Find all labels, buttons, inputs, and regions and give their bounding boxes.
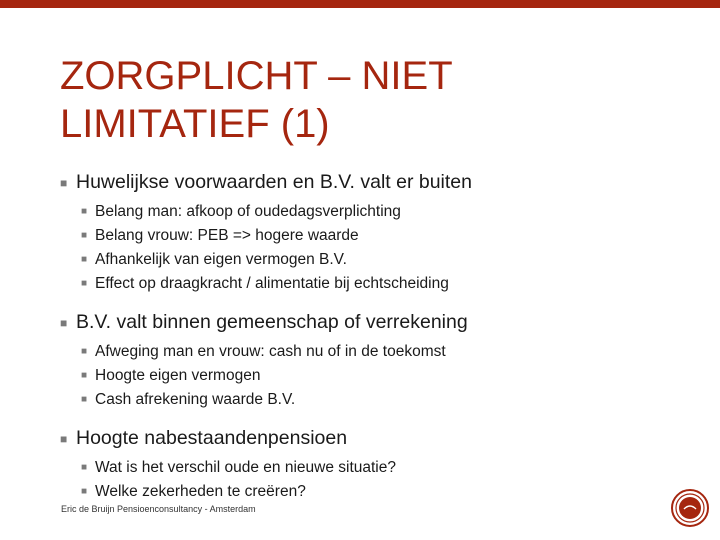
square-bullet-icon: ■ xyxy=(60,316,68,330)
title-line-1: ZORGPLICHT – NIET xyxy=(60,54,453,98)
square-bullet-icon: ■ xyxy=(60,432,68,446)
sub-bullet-text: Effect op draagkracht / alimentatie bij echtscheiding xyxy=(95,275,449,292)
sub-bullet-text: Afweging man en vrouw: cash nu of in de toekomst xyxy=(95,343,446,360)
bullet-item xyxy=(60,426,680,450)
bullet-text: Huwelijkse voorwaarden en B.V. valt er buiten xyxy=(76,171,472,193)
square-bullet-icon: ■ xyxy=(81,346,88,357)
sub-bullet-text: Wat is het verschil oude en nieuwe situatie? xyxy=(95,459,396,476)
square-bullet-icon: ■ xyxy=(81,254,88,265)
sub-bullet-item xyxy=(81,200,680,224)
sub-bullet-text: Cash afrekening waarde B.V. xyxy=(95,391,296,408)
slide-title xyxy=(60,52,660,148)
top-accent-bar xyxy=(0,0,720,8)
sub-bullet-item xyxy=(81,272,680,296)
sub-bullet-item xyxy=(81,364,680,388)
square-bullet-icon: ■ xyxy=(81,206,88,217)
slide-content xyxy=(60,170,680,518)
sub-bullet-list xyxy=(81,200,680,296)
sub-bullet-item xyxy=(81,224,680,248)
square-bullet-icon: ■ xyxy=(81,370,88,381)
sub-bullet-text: Welke zekerheden te creëren? xyxy=(95,483,306,500)
sub-bullet-text: Belang man: afkoop of oudedagsverplichting xyxy=(95,203,401,220)
circular-emblem-icon xyxy=(670,488,710,528)
sub-bullet-text: Hoogte eigen vermogen xyxy=(95,367,261,384)
square-bullet-icon: ■ xyxy=(81,278,88,289)
bullet-text: B.V. valt binnen gemeenschap of verrekening xyxy=(76,311,468,333)
square-bullet-icon: ■ xyxy=(81,462,88,473)
bullet-group-2 xyxy=(60,310,680,412)
sub-bullet-text: Belang vrouw: PEB => hogere waarde xyxy=(95,227,359,244)
bullet-item xyxy=(60,170,680,194)
bullet-text: Hoogte nabestaandenpensioen xyxy=(76,427,348,449)
sub-bullet-item xyxy=(81,480,680,504)
sub-bullet-item xyxy=(81,248,680,272)
bullet-item xyxy=(60,310,680,334)
square-bullet-icon: ■ xyxy=(81,230,88,241)
square-bullet-icon: ■ xyxy=(81,486,88,497)
square-bullet-icon: ■ xyxy=(60,176,68,190)
sub-bullet-item xyxy=(81,456,680,480)
slide-footer: Eric de Bruijn Pensioenconsultancy - Amsterdam xyxy=(61,504,256,514)
sub-bullet-list xyxy=(81,340,680,412)
sub-bullet-list xyxy=(81,456,680,504)
title-line-2: LIMITATIEF (1) xyxy=(60,102,330,146)
sub-bullet-text: Afhankelijk van eigen vermogen B.V. xyxy=(95,251,347,268)
bullet-group-1 xyxy=(60,170,680,296)
sub-bullet-item xyxy=(81,340,680,364)
sub-bullet-item xyxy=(81,388,680,412)
square-bullet-icon: ■ xyxy=(81,394,88,405)
bullet-group-3 xyxy=(60,426,680,504)
